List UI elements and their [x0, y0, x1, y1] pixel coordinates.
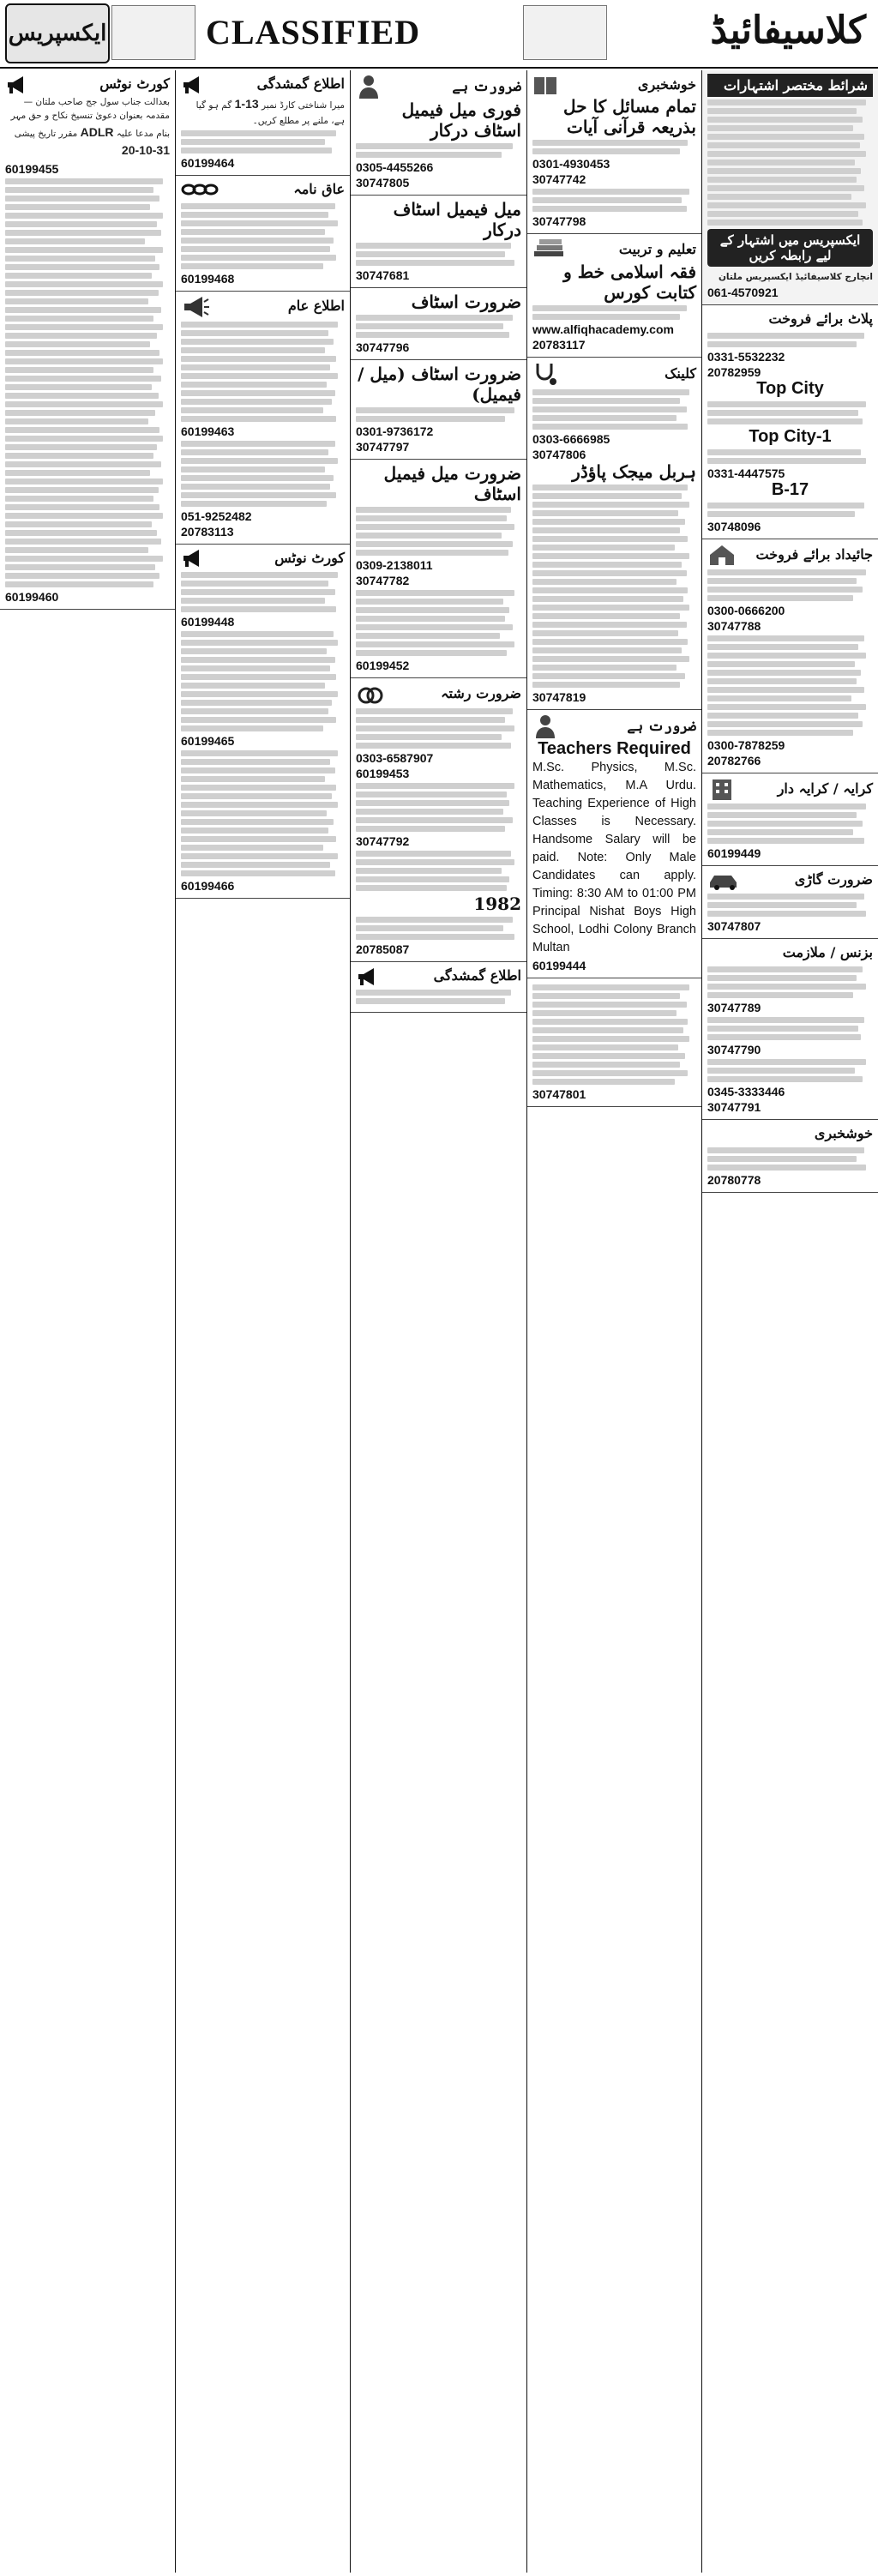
loudspeaker-icon [356, 966, 382, 987]
vehicle-block [702, 866, 878, 939]
ad-title: فقہ اسلامی خط و کتابت کورس [563, 262, 696, 303]
disinherit-notice-block [176, 176, 350, 292]
heading-education: تعلیم و تربیت [618, 240, 696, 257]
title-urdu: کلاسیفائیڈ [710, 9, 866, 52]
ad-ref-number: 30747796 [356, 340, 410, 354]
job-title: ضرورت اسٹاف [411, 292, 521, 312]
proposal-block [351, 678, 526, 962]
job-phone: 0309-2138011 [356, 558, 433, 572]
chain-icon [181, 181, 219, 198]
ad-ref-number: 60199466 [181, 878, 235, 893]
academy-website: www.alfiqhacademy.com [532, 322, 674, 336]
heading-plots-sale: پلاٹ برائے فروخت [768, 310, 873, 328]
logo-text: ایکسپریس [8, 21, 107, 46]
notice-ref-number: 60199455 [5, 161, 59, 176]
ad-ref-number: 30747798 [532, 214, 586, 228]
book-icon [532, 74, 558, 96]
job-title: میل فیمیل اسٹاف درکار [393, 199, 521, 240]
loudspeaker-icon [5, 75, 31, 95]
loudspeaker-icon [181, 75, 207, 95]
ad-ref-number: 30747807 [707, 919, 761, 934]
title-english: CLASSIFIED [206, 13, 421, 51]
court-notice-heading: کورٹ نوٹس [99, 75, 170, 92]
ad-phone: 0345-3333446 [707, 1085, 785, 1099]
ad-phone: 0331-5532232 [707, 350, 785, 364]
staff-block [527, 978, 701, 1107]
heading-clinic: کلینک [665, 364, 696, 382]
incharge-phone: 061-4570921 [707, 286, 779, 300]
ad-ref-number: 30747806 [532, 448, 586, 461]
ad-ref-number: 30747792 [356, 834, 410, 848]
ad-ref-number: 60199448 [181, 614, 235, 629]
ad-ref-number: 30747791 [707, 1100, 761, 1115]
missing-body: میرا شناختی کارڈ نمبر 13-1 گم ہو گیا ہے، ملنے پر مطلع کریں۔ [195, 97, 345, 126]
ad-phone: 0300-0666200 [707, 604, 785, 618]
job-phone: 0301-9736172 [356, 424, 434, 438]
ad-ref-number: 60199464 [181, 155, 235, 170]
ad-phone: 0301-4930453 [532, 157, 610, 171]
job-ad [351, 196, 526, 288]
ad-ref-number: 30747782 [356, 574, 410, 587]
ad-phone: 0300-7878259 [707, 738, 785, 753]
ad-ref-number: 20782766 [707, 754, 761, 768]
top-city-1-title: Top City-1 [749, 427, 832, 447]
job-title: ضرورت میل فیمیل اسٹاف [383, 463, 521, 504]
heading-missing: اطلاع گمشدگی [256, 75, 345, 92]
ad-ref-number: 60199452 [356, 659, 410, 672]
ad-rules-block [702, 70, 878, 305]
ad-ref-number: 30747789 [707, 1001, 761, 1015]
ad-ref-number: 30747819 [532, 690, 586, 704]
office-phone: 051-9252482 [181, 509, 252, 523]
column-public-notices [176, 70, 350, 2573]
public-notice-block [176, 292, 350, 545]
heading-business: بزنس / ملازمت [782, 944, 873, 961]
books-icon [532, 238, 567, 262]
ad-ref-number: 30747801 [532, 1087, 586, 1102]
clinic-phone: 0303-6666985 [532, 432, 610, 446]
property-block [702, 539, 878, 773]
loudspeaker-icon [181, 548, 207, 569]
rings-icon [356, 682, 385, 706]
heading-public-notice: اطلاع عام [287, 298, 345, 315]
heading-wanted: ضرورت ہے [627, 717, 696, 734]
b17-title: B-17 [771, 480, 809, 500]
proposal-phone: 0303-6587907 [356, 751, 434, 765]
clinic-block [527, 358, 701, 710]
column-services [527, 70, 701, 2573]
heading-good-news: خوشخبری [637, 75, 696, 93]
person-icon [356, 74, 382, 99]
megaphone-icon [181, 295, 210, 319]
notice-date: 31-10-20 [121, 143, 170, 158]
stethoscope-icon [532, 361, 558, 387]
ad-ref-number: 30747805 [356, 176, 410, 190]
ad-ref-number: 30747742 [532, 172, 586, 186]
heading-ad-rules: شرائط مختصر اشتہارات [707, 74, 873, 97]
notice-body: بعدالت جناب سول جج صاحب ملتان — مقدمہ بعنوان دعویٰ تنسیخ نکاح و حق مہر بنام مدعا علیہ ADLR مقرر تاریخ پیشی 31-10-20 [10, 97, 170, 158]
heading-good-news: خوشخبری [814, 1125, 873, 1142]
education-block [527, 234, 701, 358]
top-city-title: Top City [756, 379, 824, 399]
ad-ref-number: 30748096 [707, 520, 761, 534]
masthead-illustration-right [523, 5, 607, 60]
house-icon [707, 543, 737, 567]
notice-ref-number: 60199460 [5, 589, 59, 604]
teachers-body: M.Sc. Physics, M.Sc. Mathematics, M.A Urdu. Teaching Experience of High Classes is Necessary. Handsome Salary will be paid. Note: Only Male Candidates can apply. Timing: 8:30 AM to 01:00 PM Principal Nishat Boys High School, Lodhi Colony Branch Multan [532, 761, 696, 955]
heading-court-notice: کورٹ نوٹس [274, 549, 345, 566]
court-notice-block-2 [176, 545, 350, 899]
job-ad [351, 288, 526, 360]
heading-disinherit: عاق نامہ [293, 180, 345, 197]
ad-ref-number: 20780778 [707, 1173, 761, 1188]
ad-ref-number: 30747797 [356, 440, 410, 454]
masthead [0, 0, 878, 69]
ad-ref-number: 60199449 [707, 846, 761, 861]
job-ad [351, 360, 526, 460]
job-title: ضرورت اسٹاف (میل / فیمیل) [358, 364, 521, 405]
heading-property-sale: جائیداد برائے فروخت [755, 545, 873, 563]
heading-missing: اطلاع گمشدگی [433, 967, 521, 984]
ad-ref-number: 20783113 [181, 524, 234, 539]
job-ad [351, 460, 526, 678]
ad-ref-number: 20785087 [356, 942, 410, 956]
plots-block [702, 305, 878, 539]
heading-wanted: ضرورت ہے [452, 77, 521, 94]
ad-ref-number: 20782959 [707, 365, 761, 380]
masthead-illustration-left [111, 5, 195, 60]
ad-title: ہربل میجک پاؤڈر [572, 461, 696, 482]
teachers-block [527, 710, 701, 978]
marriage-bureau-year: 1982 [473, 894, 521, 914]
ad-ref-number: 60199453 [356, 767, 410, 780]
column-court-notices [0, 70, 175, 2573]
job-phone: 0305-4455266 [356, 160, 434, 174]
heading-rent: کرایہ / کرایہ دار [777, 779, 873, 797]
heading-vehicle: ضرورت گاڑی [794, 871, 873, 888]
ad-ref-number: 60199444 [532, 959, 586, 973]
ad-ref-number: 30747788 [707, 619, 761, 634]
building-icon [707, 777, 737, 801]
ad-phone: 0331-4447575 [707, 466, 785, 481]
notice-ref-adlr: ADLR [80, 124, 114, 139]
incharge-title: انچارج کلاسیفائیڈ ایکسپریس ملتان [718, 272, 873, 282]
ad-ref-number: 30747790 [707, 1043, 761, 1057]
court-notice-block [0, 70, 175, 610]
ad-ref-number: 60199468 [181, 271, 235, 286]
good-news-block [527, 70, 701, 234]
cnic-number: 13-1 [234, 97, 259, 111]
express-logo [5, 3, 110, 63]
rent-block [702, 773, 878, 866]
jobs-block [351, 70, 526, 196]
ad-title: تمام مسائل کا حل بذریعہ قرآنی آیات [563, 96, 696, 137]
ad-ref-number: 60199465 [181, 733, 235, 748]
ad-ref-number: 30747681 [356, 268, 410, 282]
ad-ref-number: 20783117 [532, 338, 586, 352]
teachers-title: Teachers Required [538, 739, 691, 758]
column-property [702, 70, 878, 2573]
contact-banner: ایکسپریس میں اشتہار کے لیے رابطہ کریں [707, 229, 873, 267]
car-icon [707, 870, 742, 891]
missing-notice-block [176, 70, 350, 176]
business-block [702, 939, 878, 1120]
missing-block [351, 962, 526, 1013]
column-jobs [351, 70, 526, 2573]
job-title: فوری میل فیمیل اسٹاف درکار [401, 99, 521, 141]
ad-ref-number: 60199463 [181, 424, 235, 438]
good-news-block-2 [702, 1120, 878, 1193]
heading-proposal: ضرورت رشتہ [441, 684, 521, 701]
person-icon [532, 713, 558, 739]
